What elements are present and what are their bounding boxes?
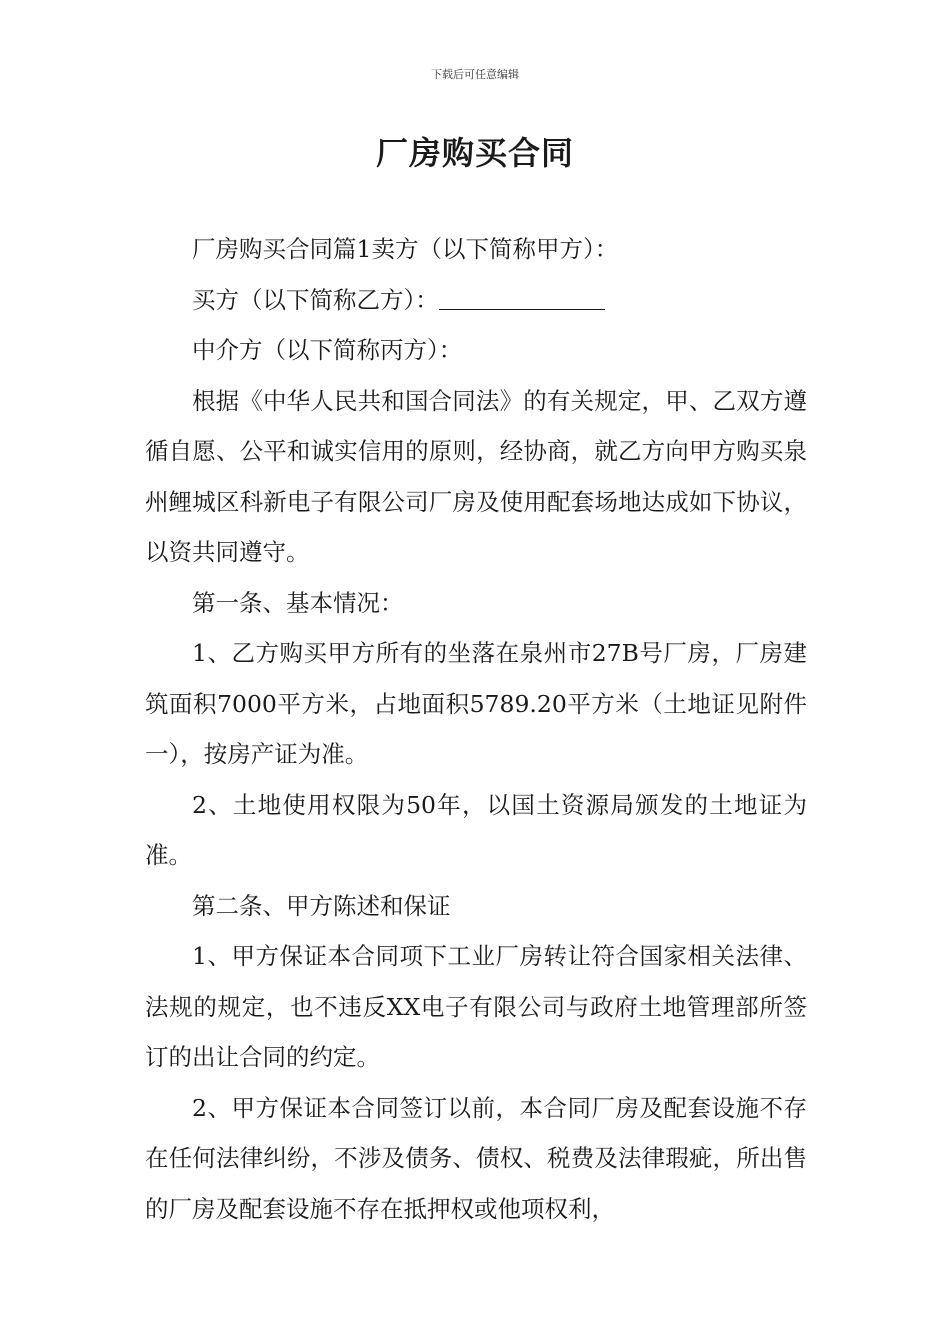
contract-body [145, 224, 807, 1234]
document-title: 厂房购买合同 [375, 134, 574, 172]
article-2-clause-1: 1、甲方保证本合同项下工业厂房转让符合国家相关法律、法规的规定，也不违反XX电子有限公司与政府土地管理部所签订的出让合同的约定。 [145, 942, 807, 1071]
header-note: 下载后可任意编辑 [431, 68, 519, 81]
paragraph-seller: 厂房购买合同篇1卖方（以下简称甲方）： [192, 235, 619, 263]
paragraph-agent: 中介方（以下简称丙方）： [192, 336, 463, 364]
article-1-heading: 第一条、基本情况： [192, 588, 404, 617]
article-2-clause-2: 2、甲方保证本合同签订以前，本合同厂房及配套设施不存在任何法律纠纷，不涉及债务、债权、税费及法律瑕疵，所出售的厂房及配套设施不存在抵押权或他项权利， [145, 1093, 807, 1223]
article-2-heading: 第二条、甲方陈述和保证 [192, 891, 451, 920]
buyer-label: 买方（以下简称乙方）： [192, 285, 439, 314]
paragraph-buyer [145, 275, 807, 326]
article-1-clause-1: 1、乙方购买甲方所有的坐落在泉州市27B号厂房，厂房建筑面积7000平方米，占地面积5789.20平方米（土地证见附件一），按房产证为准。 [145, 639, 807, 768]
buyer-blank-line [439, 283, 605, 310]
paragraph-preamble: 根据《中华人民共和国合同法》的有关规定，甲、乙双方遵循自愿、公平和诚实信用的原则，经协商，就乙方向甲方购买泉州鲤城区科新电子有限公司厂房及使用配套场地达成如下协议，以资共同遵守。 [145, 386, 807, 566]
article-1-clause-2: 2、土地使用权限为50年，以国土资源局颁发的土地证为准。 [145, 790, 807, 869]
